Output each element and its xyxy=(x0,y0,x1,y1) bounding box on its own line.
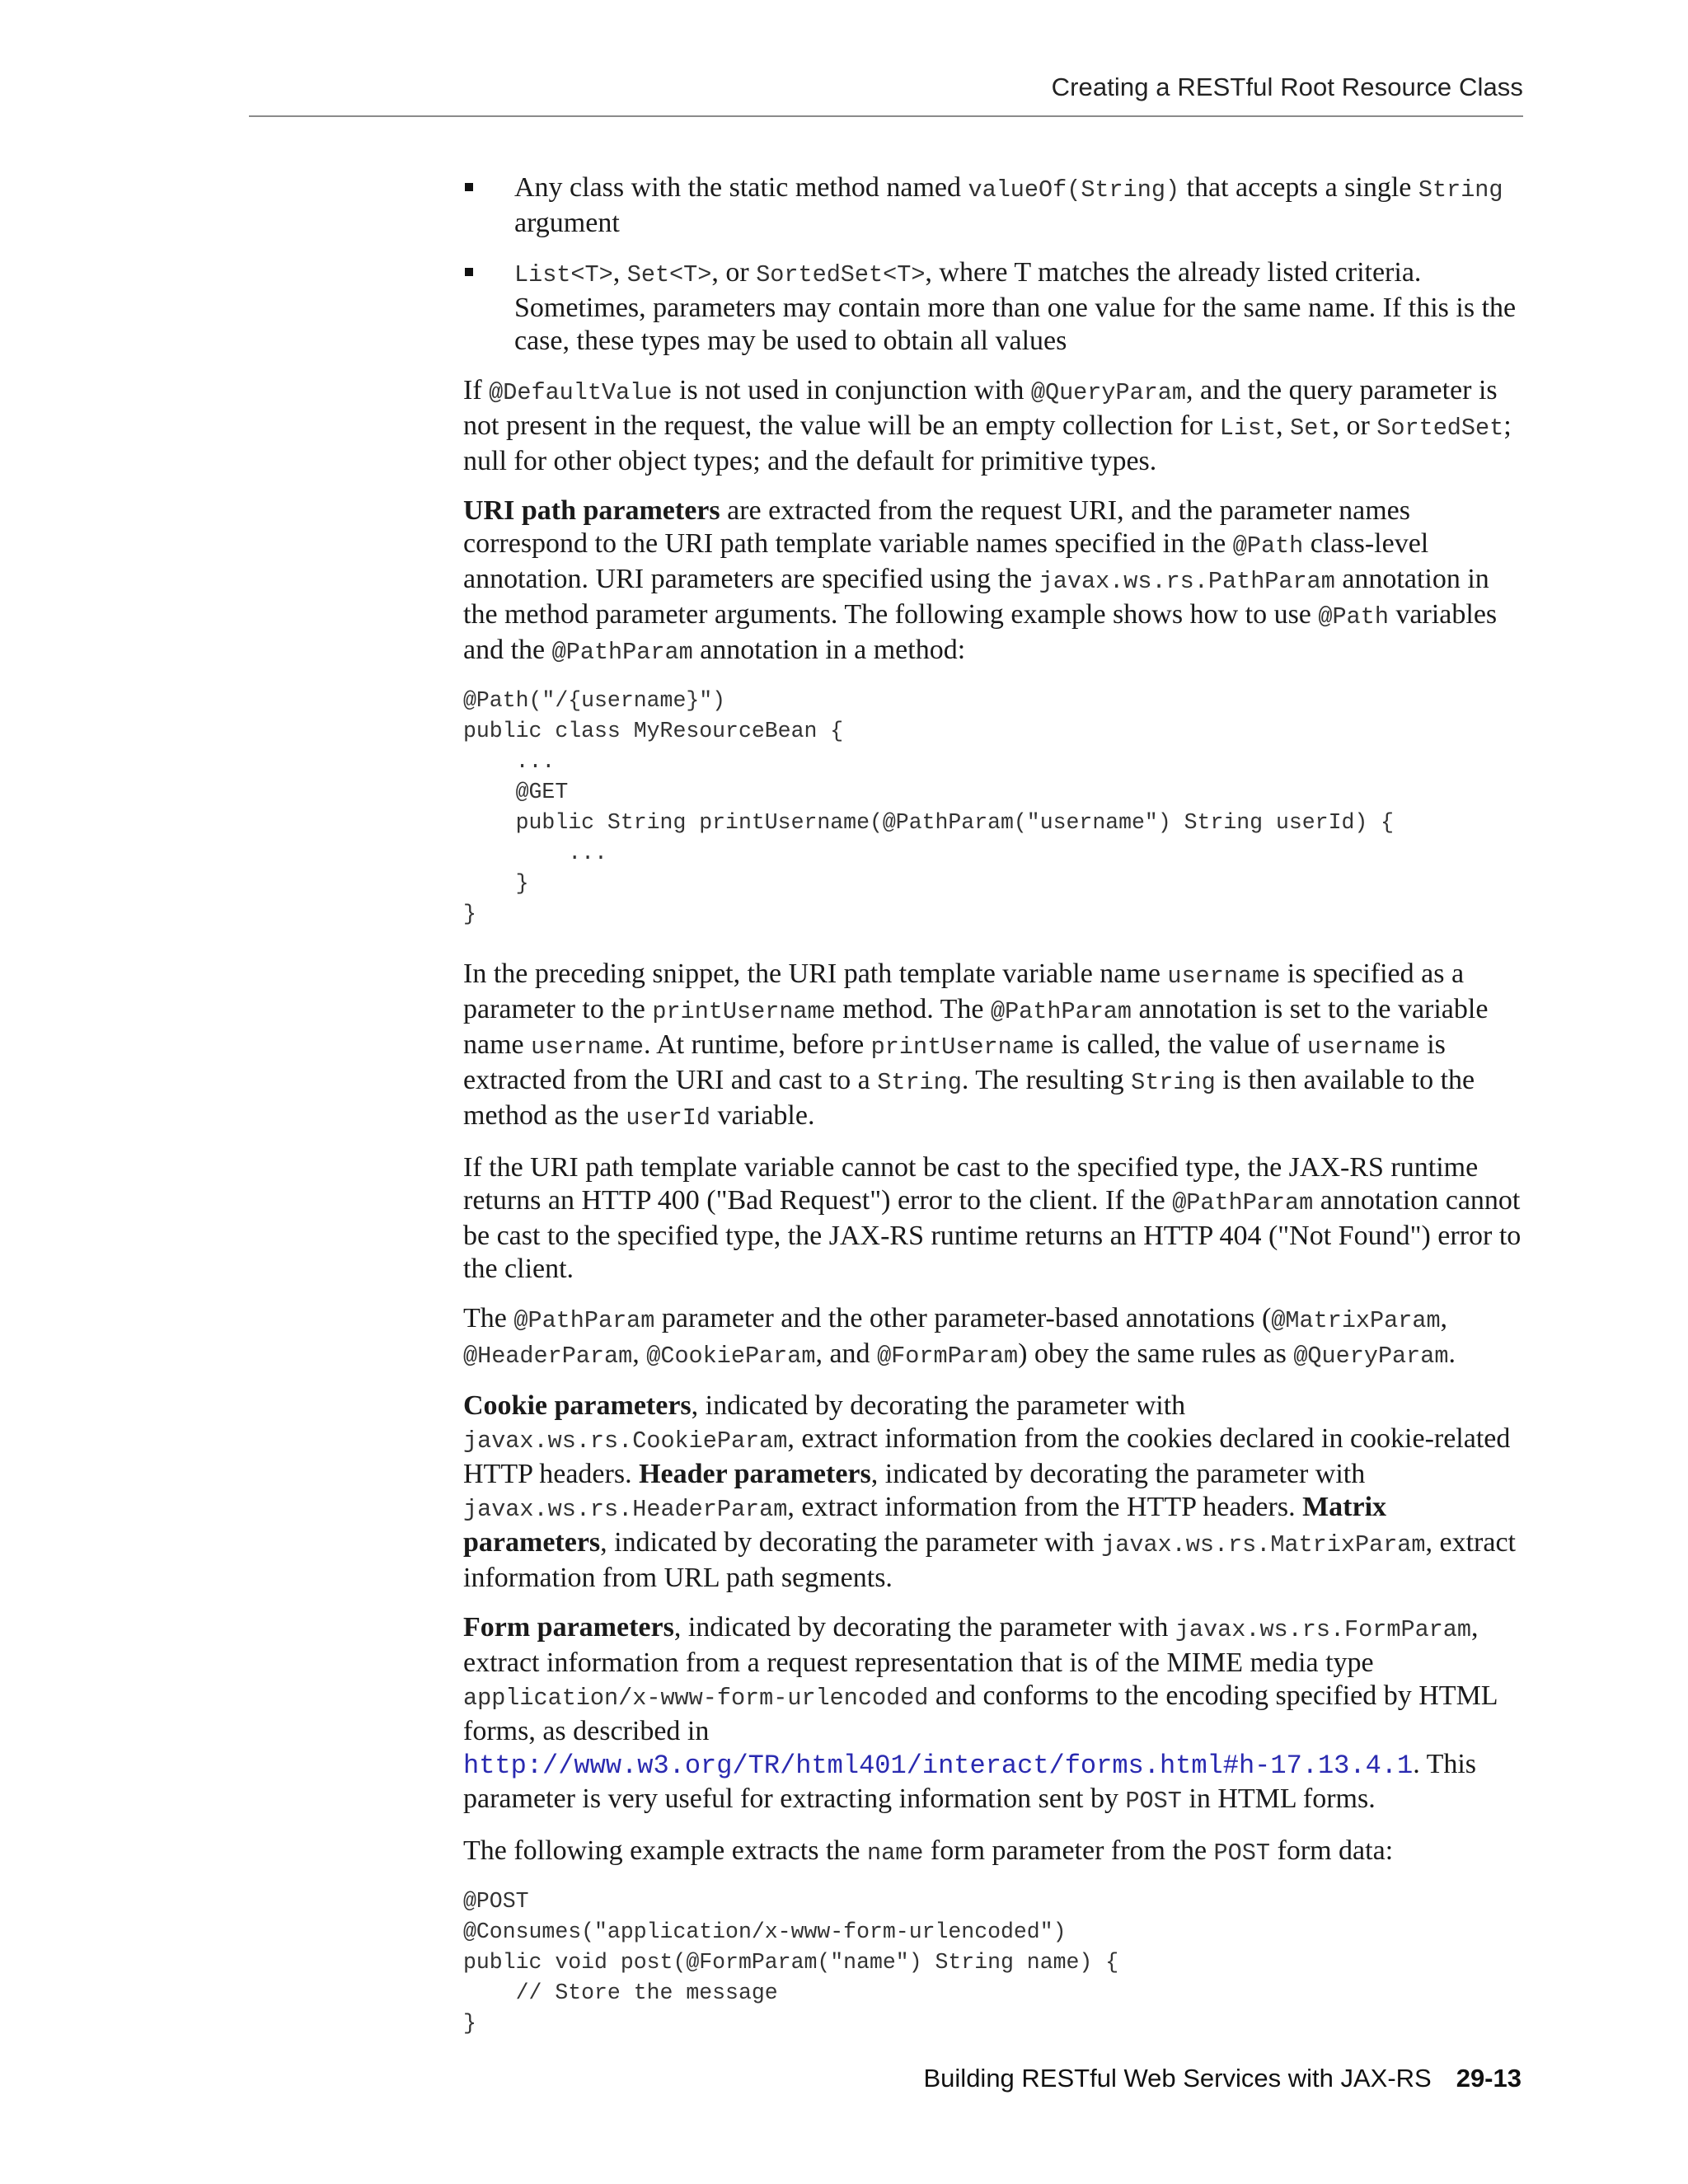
page-number: 29-13 xyxy=(1456,2064,1522,2093)
page-body xyxy=(463,171,1523,2067)
square-bullet-icon xyxy=(465,268,473,276)
type-criteria-list xyxy=(463,171,1523,358)
form-example-intro: The following example extracts the name form parameter from the POST form data: xyxy=(463,1835,1394,1867)
page-footer xyxy=(924,2064,1522,2093)
code-example-pathparam: @Path("/{username}") public class MyResourceBean { ... @GET public String printUsername(@PathParam("username") String userId) { ... } } xyxy=(463,688,1395,926)
footer-book-title: Building RESTful Web Services with JAX-RS xyxy=(923,2064,1432,2093)
uri-path-parameters-paragraph: URI path parameters are extracted from the request URI, and the parameter names correspond to the URI path template variable names specified in the @Path class-level annotation. URI parameters are specified using the javax.ws.rs.PathParam annotation in the method parameter arguments. The following example shows how to use @Path variables and the @PathParam annotation in a method: xyxy=(463,495,1498,666)
code-example-formparam: @POST @Consumes("application/x-www-form-urlencoded") public void post(@FormParam("name") String name) { // Store the message } xyxy=(463,1889,1119,2036)
cookie-header-matrix-paragraph: Cookie parameters, indicated by decorating the parameter with javax.ws.rs.CookieParam, extract information from the cookies declared in cookie-related HTTP headers. Header parameters, indicated by decorating the parameter with javax.ws.rs.HeaderParam, extract information from the HTTP headers. Matrix parameters, indicated by decorating the parameter with javax.ws.rs.MatrixParam, extract information from URL path segments. xyxy=(463,1390,1517,1593)
snippet-explanation-paragraph: In the preceding snippet, the URI path template variable name username is specified as a parameter to the printUsername method. The @PathParam annotation is set to the variable name username. At runtime, before printUsername is called, the value of username is extracted from the URI and cast to a String. The resulting String is then available to the method as the userId variable. xyxy=(463,958,1489,1132)
list-item: Any class with the static method named valueOf(String) that accepts a single String argument xyxy=(463,171,1523,240)
header-rule xyxy=(249,115,1523,117)
running-header-title: Creating a RESTful Root Resource Class xyxy=(1051,73,1523,101)
parameter-rules-paragraph: The @PathParam parameter and the other parameter-based annotations (@MatrixParam, @HeaderParam, @CookieParam, and @FormParam) obey the same rules as @QueryParam. xyxy=(463,1303,1456,1370)
square-bullet-icon xyxy=(465,183,473,191)
cast-error-paragraph: If the URI path template variable cannot be cast to the specified type, the JAX-RS runtime returns an HTTP 400 ("Bad Request") error to the client. If the @PathParam annotation cannot be cast to the specified type, the JAX-RS runtime returns an HTTP 404 ("Not Found") error to the client. xyxy=(463,1152,1522,1284)
default-value-paragraph: If @DefaultValue is not used in conjunction with @QueryParam, and the query parameter is not present in the request, the value will be an empty collection for List, Set, or SortedSet; null for other object types; and the default for primitive types. xyxy=(463,375,1512,476)
w3c-forms-spec-link[interactable]: http://www.w3.org/TR/html401/interact/forms.html#h-17.13.4.1 xyxy=(463,1750,1414,1781)
list-item: List<T>, Set<T>, or SortedSet<T>, where T matches the already listed criteria. Sometimes, parameters may contain more than one value for the same name. If this is the case, these types may be used to obtain all values xyxy=(463,256,1523,358)
form-parameters-paragraph: Form parameters, indicated by decorating the parameter with javax.ws.rs.FormParam, extract information from a request representation that is of the MIME media type application/x-www-form-urlencoded and conforms to the encoding specified by HTML forms, as described in http://www.w3.org/TR/html401/interact/forms.html#h-17.13.4.1. This parameter is very useful for extracting information sent by POST in HTML forms. xyxy=(463,1612,1498,1815)
